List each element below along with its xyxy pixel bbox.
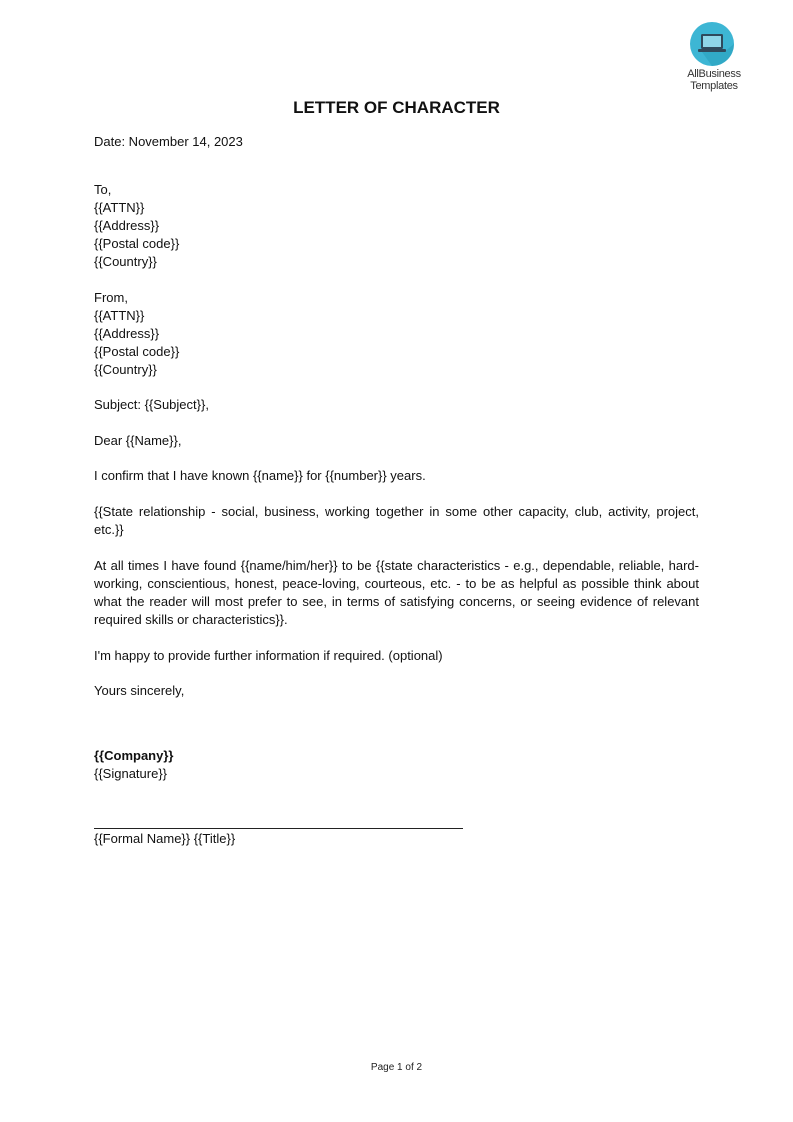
sender-block [94, 289, 699, 379]
recipient-label: To, [94, 182, 112, 197]
document-title: LETTER OF CHARACTER [293, 98, 500, 117]
formal-name-title: {{Formal Name}} {{Title}} [94, 831, 236, 846]
recipient-block [94, 181, 699, 271]
signature-placeholder: {{Signature}} [94, 766, 168, 781]
signature-line [94, 828, 463, 829]
salutation: Dear {{Name}}, [94, 433, 182, 448]
body-paragraph-2: {{State relationship - social, business, working together in some other capacity, club, activity, project, etc.}} [94, 504, 699, 537]
sender-address: {{Address}} [94, 326, 160, 341]
allbusiness-templates-logo [678, 22, 750, 94]
laptop-icon [690, 22, 734, 66]
logo-line-1: AllBusiness [687, 68, 741, 80]
body-paragraph-1: I confirm that I have known {{name}} for {{number}} years. [94, 468, 426, 483]
recipient-postal-code: {{Postal code}} [94, 236, 180, 251]
logo-line-2: Templates [690, 80, 738, 92]
sender-attn: {{ATTN}} [94, 308, 145, 323]
sender-label: From, [94, 290, 128, 305]
recipient-address: {{Address}} [94, 218, 160, 233]
letter-date: Date: November 14, 2023 [94, 134, 243, 149]
sender-postal-code: {{Postal code}} [94, 344, 180, 359]
company-name: {{Company}} [94, 748, 174, 763]
body-paragraph-3: At all times I have found {{name/him/her}} to be {{state characteristics - e.g., dependable, reliable, hard-working, conscientious, honest, peace-loving, courteous, etc. - to be as helpful as possible think about what the reader will most prefer to see, in terms of satisfying concerns, or seeing evidence of relevant required skills or characteristics}}. [94, 558, 699, 627]
logo-wordmark [678, 68, 750, 92]
sender-country: {{Country}} [94, 362, 157, 377]
recipient-country: {{Country}} [94, 254, 157, 269]
page-number: Page 1 of 2 [370, 1062, 423, 1073]
subject-line: Subject: {{Subject}}, [94, 397, 209, 412]
body-paragraph-4: I'm happy to provide further information if required. (optional) [94, 648, 443, 663]
recipient-attn: {{ATTN}} [94, 200, 145, 215]
closing: Yours sincerely, [94, 683, 185, 698]
